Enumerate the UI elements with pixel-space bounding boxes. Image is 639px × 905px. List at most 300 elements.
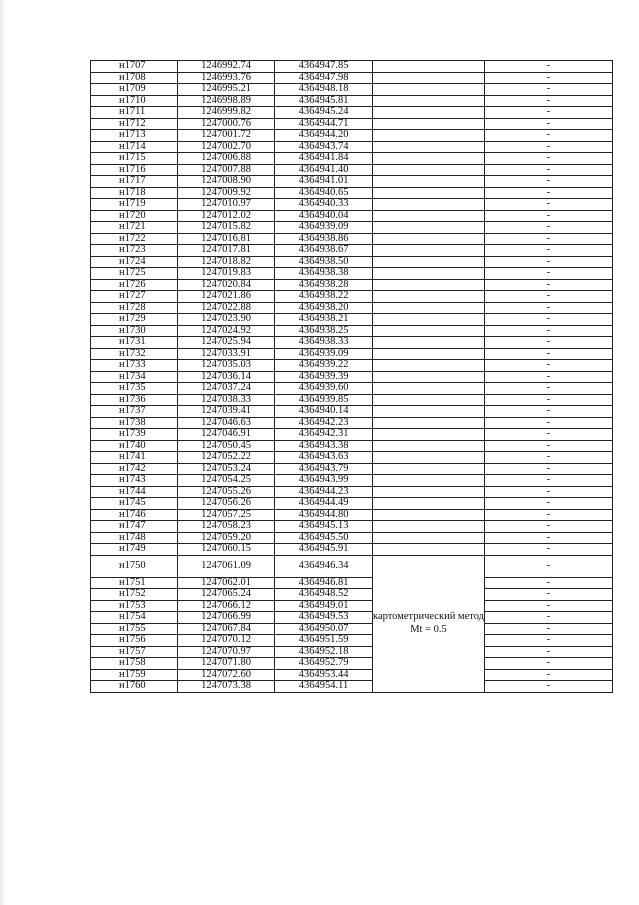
point-id-cell: н1739 [91, 429, 178, 441]
table-row [91, 463, 613, 475]
mark-cell: - [485, 544, 613, 556]
y-coordinate-cell: 4364938.67 [275, 245, 373, 257]
y-coordinate-cell: 4364939.09 [275, 348, 373, 360]
point-id-cell: н1725 [91, 268, 178, 280]
table-row [91, 325, 613, 337]
table-row [91, 406, 613, 418]
mark-cell: - [485, 429, 613, 441]
y-coordinate-cell: 4364944.49 [275, 498, 373, 510]
table-row [91, 210, 613, 222]
point-id-cell: н1759 [91, 669, 178, 681]
y-coordinate-cell: 4364941.01 [275, 176, 373, 188]
x-coordinate-cell: 1247073.38 [178, 681, 275, 693]
scan-edge [0, 0, 6, 905]
table-row [91, 314, 613, 326]
table-row [91, 658, 613, 670]
mark-cell: - [485, 95, 613, 107]
empty-cell [373, 141, 485, 153]
empty-cell [373, 417, 485, 429]
table-row [91, 348, 613, 360]
y-coordinate-cell: 4364949.53 [275, 612, 373, 624]
x-coordinate-cell: 1247061.09 [178, 555, 275, 577]
table-row [91, 521, 613, 533]
x-coordinate-cell: 1247021.86 [178, 291, 275, 303]
empty-cell [373, 521, 485, 533]
mark-cell: - [485, 577, 613, 589]
empty-cell [373, 153, 485, 165]
point-id-cell: н1727 [91, 291, 178, 303]
table-row [91, 118, 613, 130]
point-id-cell: н1711 [91, 107, 178, 119]
y-coordinate-cell: 4364945.81 [275, 95, 373, 107]
point-id-cell: н1720 [91, 210, 178, 222]
point-id-cell: н1736 [91, 394, 178, 406]
empty-cell [373, 337, 485, 349]
empty-cell [373, 199, 485, 211]
empty-cell [373, 348, 485, 360]
y-coordinate-cell: 4364942.23 [275, 417, 373, 429]
point-id-cell: н1718 [91, 187, 178, 199]
mark-cell: - [485, 600, 613, 612]
y-coordinate-cell: 4364940.33 [275, 199, 373, 211]
x-coordinate-cell: 1247001.72 [178, 130, 275, 142]
point-id-cell: н1752 [91, 589, 178, 601]
table-row [91, 429, 613, 441]
y-coordinate-cell: 4364938.21 [275, 314, 373, 326]
y-coordinate-cell: 4364941.40 [275, 164, 373, 176]
y-coordinate-cell: 4364948.18 [275, 84, 373, 96]
x-coordinate-cell: 1247018.82 [178, 256, 275, 268]
x-coordinate-cell: 1247035.03 [178, 360, 275, 372]
table-row [91, 268, 613, 280]
x-coordinate-cell: 1246993.76 [178, 72, 275, 84]
mark-cell: - [485, 233, 613, 245]
point-id-cell: н1726 [91, 279, 178, 291]
empty-cell [373, 314, 485, 326]
point-id-cell: н1738 [91, 417, 178, 429]
x-coordinate-cell: 1247010.97 [178, 199, 275, 211]
mark-cell: - [485, 256, 613, 268]
y-coordinate-cell: 4364940.65 [275, 187, 373, 199]
mark-cell: - [485, 669, 613, 681]
point-id-cell: н1707 [91, 61, 178, 73]
y-coordinate-cell: 4364946.34 [275, 555, 373, 577]
mark-cell: - [485, 337, 613, 349]
mark-cell: - [485, 302, 613, 314]
point-id-cell: н1751 [91, 577, 178, 589]
table-row [91, 360, 613, 372]
table-row [91, 337, 613, 349]
y-coordinate-cell: 4364949.01 [275, 600, 373, 612]
y-coordinate-cell: 4364947.98 [275, 72, 373, 84]
empty-cell [373, 61, 485, 73]
point-id-cell: н1719 [91, 199, 178, 211]
mark-cell: - [485, 681, 613, 693]
point-id-cell: н1728 [91, 302, 178, 314]
x-coordinate-cell: 1247009.92 [178, 187, 275, 199]
mark-cell: - [485, 532, 613, 544]
mark-cell: - [485, 279, 613, 291]
y-coordinate-cell: 4364939.39 [275, 371, 373, 383]
point-id-cell: н1729 [91, 314, 178, 326]
x-coordinate-cell: 1247020.84 [178, 279, 275, 291]
x-coordinate-cell: 1247050.45 [178, 440, 275, 452]
x-coordinate-cell: 1247059.20 [178, 532, 275, 544]
x-coordinate-cell: 1247058.23 [178, 521, 275, 533]
empty-cell [373, 452, 485, 464]
x-coordinate-cell: 1247033.91 [178, 348, 275, 360]
mark-cell: - [485, 118, 613, 130]
mark-cell: - [485, 417, 613, 429]
point-id-cell: н1757 [91, 646, 178, 658]
mark-cell: - [485, 383, 613, 395]
mark-cell: - [485, 623, 613, 635]
x-coordinate-cell: 1246998.89 [178, 95, 275, 107]
y-coordinate-cell: 4364945.91 [275, 544, 373, 556]
y-coordinate-cell: 4364938.20 [275, 302, 373, 314]
mark-cell: - [485, 360, 613, 372]
table-row [91, 646, 613, 658]
point-id-cell: н1721 [91, 222, 178, 234]
y-coordinate-cell: 4364943.99 [275, 475, 373, 487]
mark-cell: - [485, 210, 613, 222]
table-row [91, 61, 613, 73]
table-row [91, 555, 613, 577]
empty-cell [373, 107, 485, 119]
y-coordinate-cell: 4364952.79 [275, 658, 373, 670]
x-coordinate-cell: 1246992.74 [178, 61, 275, 73]
y-coordinate-cell: 4364947.85 [275, 61, 373, 73]
mark-cell: - [485, 84, 613, 96]
table-row [91, 681, 613, 693]
x-coordinate-cell: 1247072.60 [178, 669, 275, 681]
point-id-cell: н1760 [91, 681, 178, 693]
empty-cell [373, 268, 485, 280]
table-row [91, 291, 613, 303]
y-coordinate-cell: 4364941.84 [275, 153, 373, 165]
y-coordinate-cell: 4364952.18 [275, 646, 373, 658]
x-coordinate-cell: 1247006.88 [178, 153, 275, 165]
x-coordinate-cell: 1247016.81 [178, 233, 275, 245]
empty-cell [373, 84, 485, 96]
table-row [91, 164, 613, 176]
point-id-cell: н1733 [91, 360, 178, 372]
table-row [91, 417, 613, 429]
point-id-cell: н1723 [91, 245, 178, 257]
mark-cell: - [485, 555, 613, 577]
mark-cell: - [485, 646, 613, 658]
empty-cell [373, 440, 485, 452]
table-row [91, 452, 613, 464]
x-coordinate-cell: 1247007.88 [178, 164, 275, 176]
y-coordinate-cell: 4364954.11 [275, 681, 373, 693]
empty-cell [373, 256, 485, 268]
y-coordinate-cell: 4364939.22 [275, 360, 373, 372]
y-coordinate-cell: 4364939.85 [275, 394, 373, 406]
point-id-cell: н1758 [91, 658, 178, 670]
table-row [91, 532, 613, 544]
x-coordinate-cell: 1247022.88 [178, 302, 275, 314]
empty-cell [373, 302, 485, 314]
mark-cell: - [485, 222, 613, 234]
y-coordinate-cell: 4364953.44 [275, 669, 373, 681]
point-id-cell: н1747 [91, 521, 178, 533]
x-coordinate-cell: 1247002.70 [178, 141, 275, 153]
point-id-cell: н1741 [91, 452, 178, 464]
table-row [91, 153, 613, 165]
x-coordinate-cell: 1247071.80 [178, 658, 275, 670]
y-coordinate-cell: 4364943.74 [275, 141, 373, 153]
table-row [91, 635, 613, 647]
empty-cell [373, 233, 485, 245]
mark-cell: - [485, 463, 613, 475]
mark-cell: - [485, 440, 613, 452]
mark-cell: - [485, 521, 613, 533]
table-row [91, 187, 613, 199]
y-coordinate-cell: 4364943.79 [275, 463, 373, 475]
x-coordinate-cell: 1247037.24 [178, 383, 275, 395]
table-row [91, 256, 613, 268]
point-id-cell: н1713 [91, 130, 178, 142]
point-id-cell: н1710 [91, 95, 178, 107]
table-row [91, 623, 613, 635]
x-coordinate-cell: 1247054.25 [178, 475, 275, 487]
x-coordinate-cell: 1247055.26 [178, 486, 275, 498]
mark-cell: - [485, 325, 613, 337]
y-coordinate-cell: 4364943.38 [275, 440, 373, 452]
mark-cell: - [485, 635, 613, 647]
x-coordinate-cell: 1247060.15 [178, 544, 275, 556]
y-coordinate-cell: 4364944.71 [275, 118, 373, 130]
point-id-cell: н1754 [91, 612, 178, 624]
mark-cell: - [485, 612, 613, 624]
mark-cell: - [485, 141, 613, 153]
mark-cell: - [485, 107, 613, 119]
point-id-cell: н1712 [91, 118, 178, 130]
point-id-cell: н1756 [91, 635, 178, 647]
mark-cell: - [485, 589, 613, 601]
empty-cell [373, 130, 485, 142]
point-id-cell: н1717 [91, 176, 178, 188]
table-row [91, 589, 613, 601]
mark-cell: - [485, 199, 613, 211]
mark-cell: - [485, 486, 613, 498]
mark-cell: - [485, 348, 613, 360]
empty-cell [373, 429, 485, 441]
x-coordinate-cell: 1247012.02 [178, 210, 275, 222]
point-id-cell: н1709 [91, 84, 178, 96]
x-coordinate-cell: 1247036.14 [178, 371, 275, 383]
coordinates-table-body [91, 61, 613, 693]
table-row [91, 577, 613, 589]
x-coordinate-cell: 1247067.84 [178, 623, 275, 635]
table-row [91, 72, 613, 84]
point-id-cell: н1740 [91, 440, 178, 452]
mark-cell: - [485, 314, 613, 326]
y-coordinate-cell: 4364939.09 [275, 222, 373, 234]
mark-cell: - [485, 153, 613, 165]
mark-cell: - [485, 498, 613, 510]
y-coordinate-cell: 4364940.14 [275, 406, 373, 418]
mark-cell: - [485, 509, 613, 521]
point-id-cell: н1742 [91, 463, 178, 475]
table-row [91, 440, 613, 452]
method-note-cell: картометрический метод Mt = 0.5 [373, 555, 485, 692]
point-id-cell: н1735 [91, 383, 178, 395]
empty-cell [373, 498, 485, 510]
x-coordinate-cell: 1247023.90 [178, 314, 275, 326]
table-row [91, 222, 613, 234]
x-coordinate-cell: 1247024.92 [178, 325, 275, 337]
empty-cell [373, 383, 485, 395]
point-id-cell: н1715 [91, 153, 178, 165]
point-id-cell: н1714 [91, 141, 178, 153]
table-row [91, 509, 613, 521]
x-coordinate-cell: 1247062.01 [178, 577, 275, 589]
y-coordinate-cell: 4364944.80 [275, 509, 373, 521]
table-row [91, 176, 613, 188]
y-coordinate-cell: 4364944.23 [275, 486, 373, 498]
x-coordinate-cell: 1247025.94 [178, 337, 275, 349]
x-coordinate-cell: 1247052.22 [178, 452, 275, 464]
point-id-cell: н1731 [91, 337, 178, 349]
empty-cell [373, 360, 485, 372]
x-coordinate-cell: 1247046.63 [178, 417, 275, 429]
point-id-cell: н1724 [91, 256, 178, 268]
table-row [91, 130, 613, 142]
empty-cell [373, 118, 485, 130]
x-coordinate-cell: 1247070.12 [178, 635, 275, 647]
point-id-cell: н1722 [91, 233, 178, 245]
empty-cell [373, 279, 485, 291]
table-row [91, 383, 613, 395]
empty-cell [373, 291, 485, 303]
y-coordinate-cell: 4364950.07 [275, 623, 373, 635]
table-row [91, 475, 613, 487]
table-row [91, 233, 613, 245]
table-row [91, 302, 613, 314]
mark-cell: - [485, 406, 613, 418]
mark-cell: - [485, 164, 613, 176]
table-row [91, 95, 613, 107]
x-coordinate-cell: 1246999.82 [178, 107, 275, 119]
y-coordinate-cell: 4364948.52 [275, 589, 373, 601]
table-row [91, 486, 613, 498]
x-coordinate-cell: 1247066.99 [178, 612, 275, 624]
empty-cell [373, 176, 485, 188]
point-id-cell: н1732 [91, 348, 178, 360]
point-id-cell: н1753 [91, 600, 178, 612]
empty-cell [373, 245, 485, 257]
point-id-cell: н1734 [91, 371, 178, 383]
x-coordinate-cell: 1247065.24 [178, 589, 275, 601]
table-row [91, 84, 613, 96]
x-coordinate-cell: 1247056.26 [178, 498, 275, 510]
mark-cell: - [485, 475, 613, 487]
mark-cell: - [485, 130, 613, 142]
point-id-cell: н1755 [91, 623, 178, 635]
mark-cell: - [485, 176, 613, 188]
point-id-cell: н1744 [91, 486, 178, 498]
x-coordinate-cell: 1247019.83 [178, 268, 275, 280]
empty-cell [373, 164, 485, 176]
table-row [91, 199, 613, 211]
y-coordinate-cell: 4364938.28 [275, 279, 373, 291]
mark-cell: - [485, 187, 613, 199]
table-row [91, 544, 613, 556]
y-coordinate-cell: 4364938.22 [275, 291, 373, 303]
table-row [91, 394, 613, 406]
y-coordinate-cell: 4364939.60 [275, 383, 373, 395]
mark-cell: - [485, 371, 613, 383]
point-id-cell: н1708 [91, 72, 178, 84]
point-id-cell: н1730 [91, 325, 178, 337]
empty-cell [373, 394, 485, 406]
mark-cell: - [485, 394, 613, 406]
y-coordinate-cell: 4364945.13 [275, 521, 373, 533]
empty-cell [373, 509, 485, 521]
x-coordinate-cell: 1247000.76 [178, 118, 275, 130]
empty-cell [373, 544, 485, 556]
x-coordinate-cell: 1247038.33 [178, 394, 275, 406]
y-coordinate-cell: 4364938.50 [275, 256, 373, 268]
mark-cell: - [485, 72, 613, 84]
empty-cell [373, 371, 485, 383]
table-row [91, 498, 613, 510]
mark-cell: - [485, 658, 613, 670]
table-row [91, 107, 613, 119]
mark-cell: - [485, 291, 613, 303]
empty-cell [373, 486, 485, 498]
y-coordinate-cell: 4364942.31 [275, 429, 373, 441]
x-coordinate-cell: 1247066.12 [178, 600, 275, 612]
table-row [91, 612, 613, 624]
y-coordinate-cell: 4364940.04 [275, 210, 373, 222]
x-coordinate-cell: 1247015.82 [178, 222, 275, 234]
point-id-cell: н1716 [91, 164, 178, 176]
y-coordinate-cell: 4364938.86 [275, 233, 373, 245]
empty-cell [373, 325, 485, 337]
y-coordinate-cell: 4364938.33 [275, 337, 373, 349]
table-row [91, 245, 613, 257]
table-row [91, 279, 613, 291]
empty-cell [373, 475, 485, 487]
y-coordinate-cell: 4364938.38 [275, 268, 373, 280]
mark-cell: - [485, 268, 613, 280]
point-id-cell: н1748 [91, 532, 178, 544]
y-coordinate-cell: 4364951.59 [275, 635, 373, 647]
empty-cell [373, 187, 485, 199]
x-coordinate-cell: 1247039.41 [178, 406, 275, 418]
y-coordinate-cell: 4364938.25 [275, 325, 373, 337]
x-coordinate-cell: 1247017.81 [178, 245, 275, 257]
y-coordinate-cell: 4364945.50 [275, 532, 373, 544]
mark-cell: - [485, 245, 613, 257]
empty-cell [373, 72, 485, 84]
point-id-cell: н1745 [91, 498, 178, 510]
x-coordinate-cell: 1247070.97 [178, 646, 275, 658]
coordinates-table [90, 60, 613, 693]
empty-cell [373, 95, 485, 107]
y-coordinate-cell: 4364944.20 [275, 130, 373, 142]
x-coordinate-cell: 1247008.90 [178, 176, 275, 188]
point-id-cell: н1743 [91, 475, 178, 487]
table-row [91, 600, 613, 612]
table-row [91, 669, 613, 681]
point-id-cell: н1737 [91, 406, 178, 418]
empty-cell [373, 210, 485, 222]
x-coordinate-cell: 1247053.24 [178, 463, 275, 475]
